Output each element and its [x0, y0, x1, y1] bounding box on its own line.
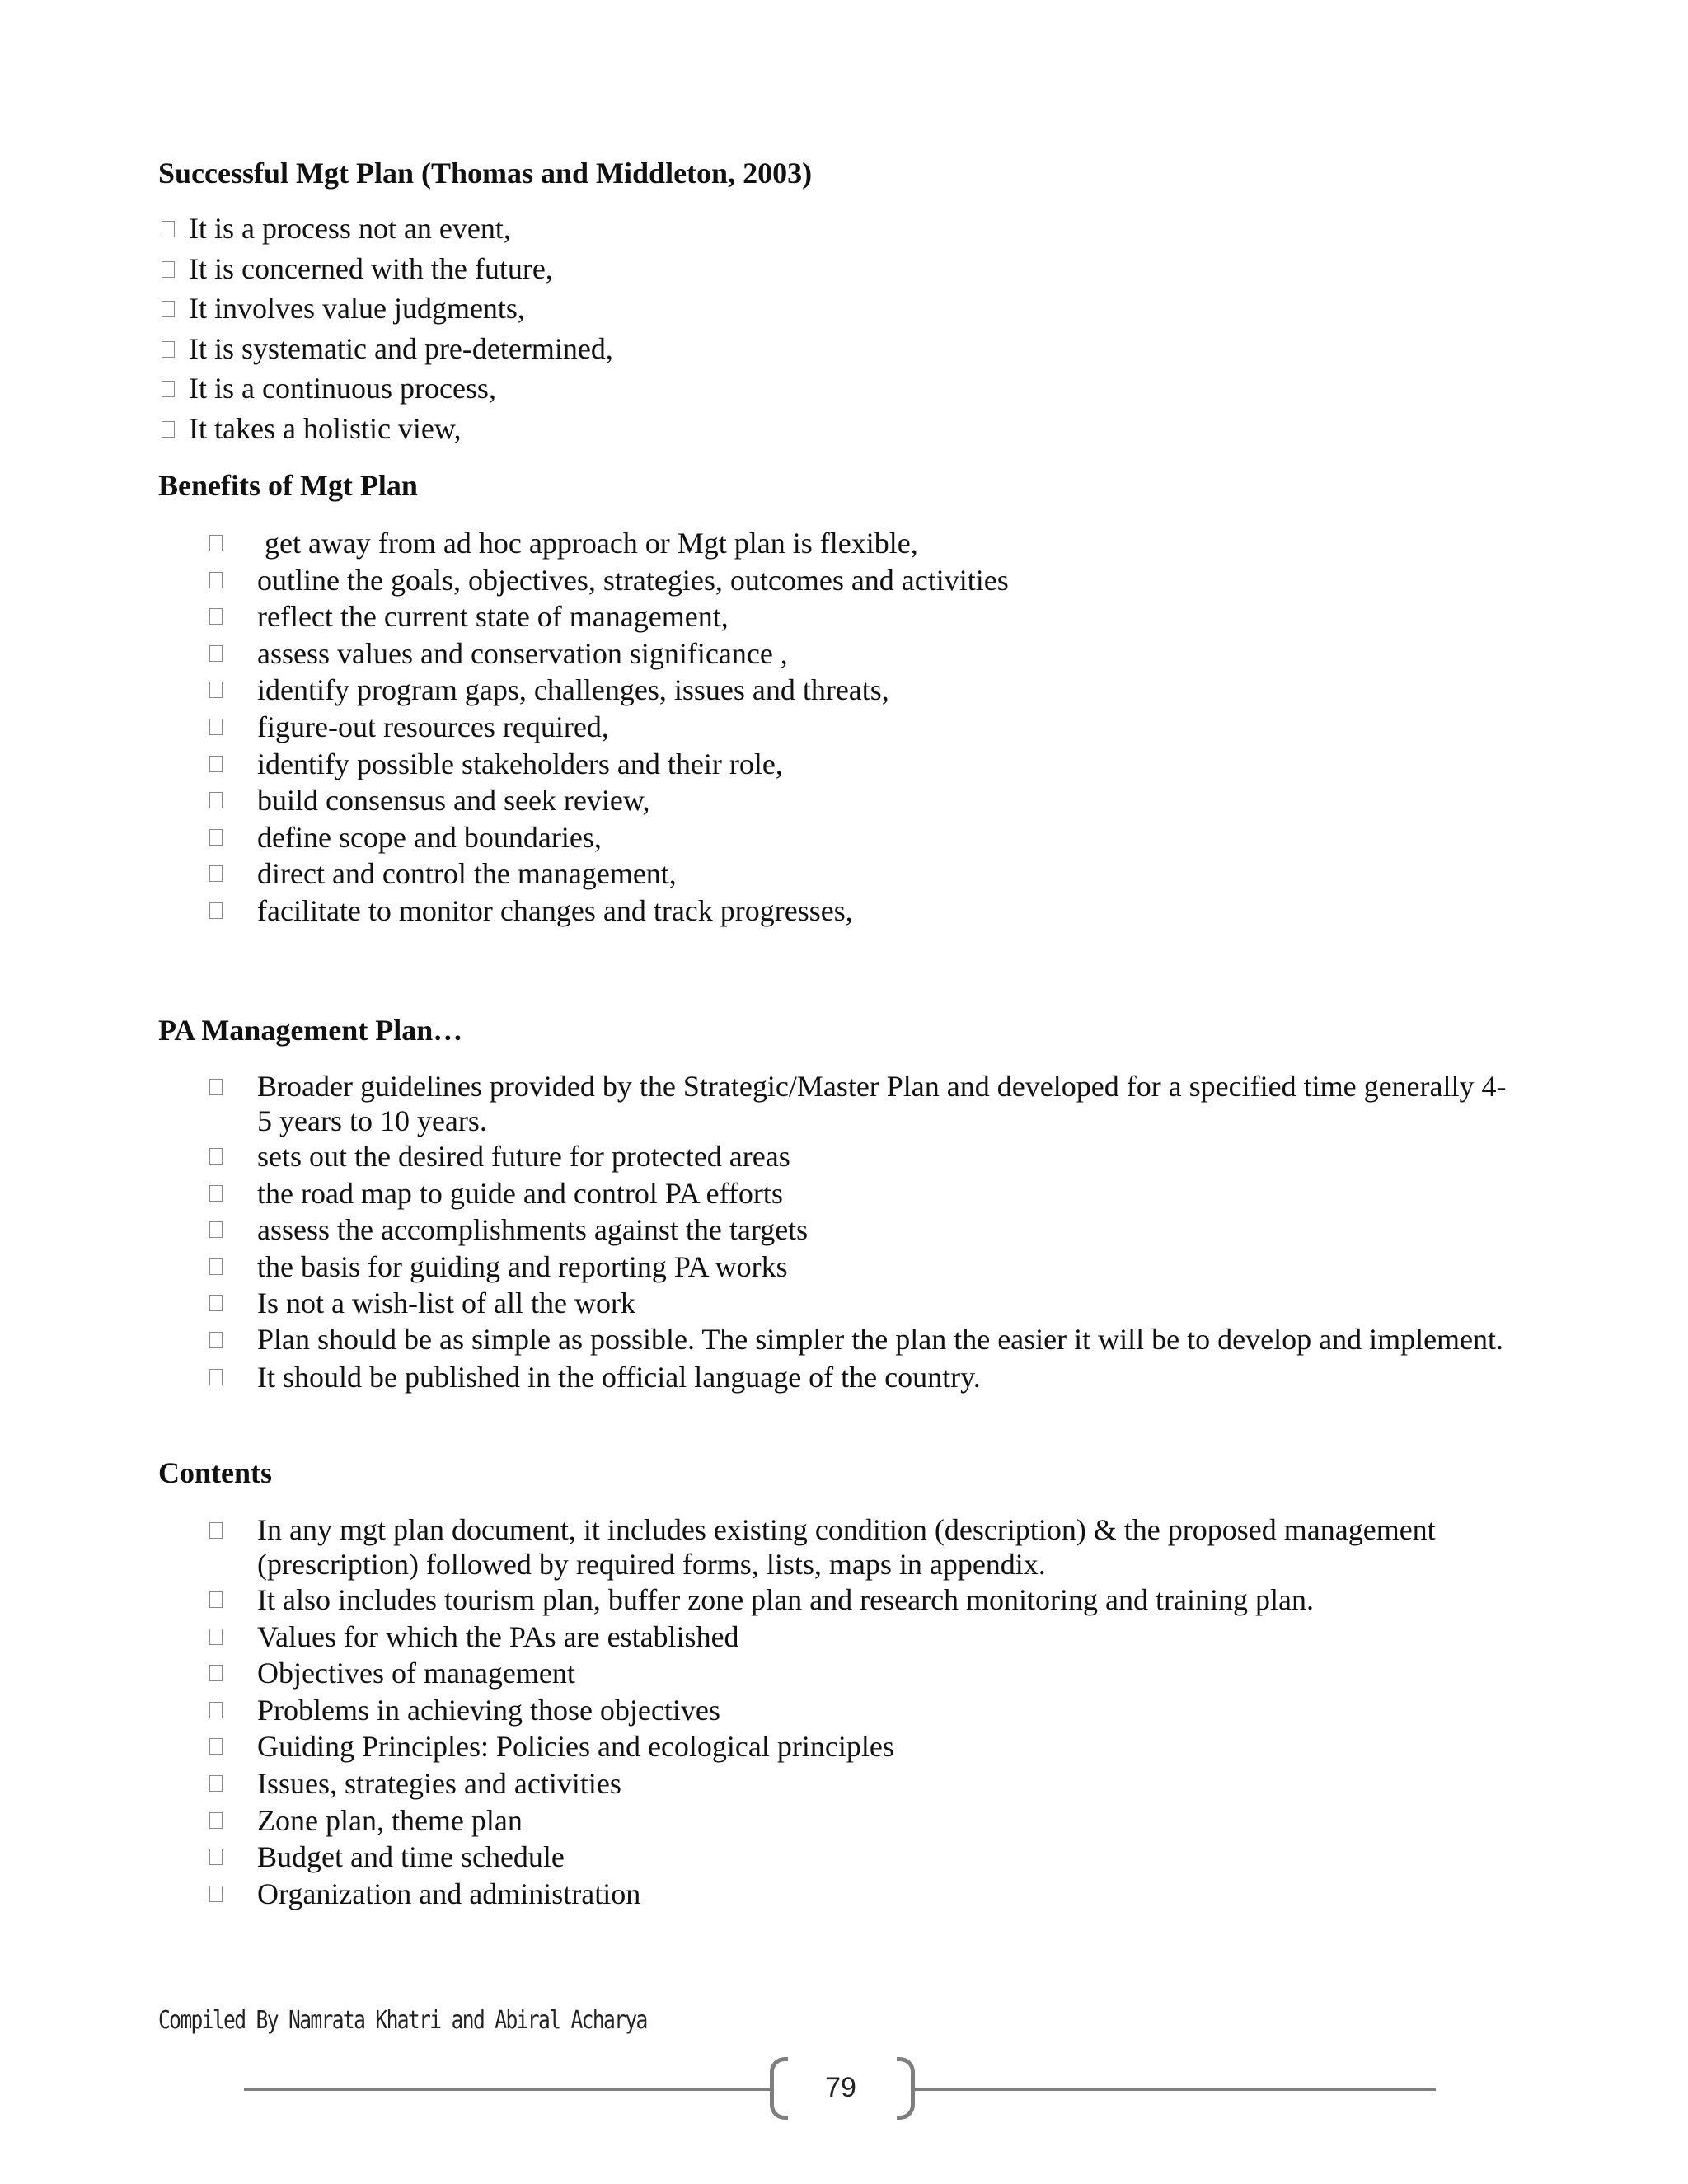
checkbox-bullet-icon — [209, 792, 223, 808]
list-item: identify program gaps, challenges, issues and threats, — [0, 672, 1009, 709]
section-heading-pa-management-plan: PA Management Plan… — [158, 1014, 463, 1047]
list-item: Is not a wish-list of all the work — [0, 1285, 1510, 1322]
list-item: Broader guidelines provided by the Strategic/Master Plan and developed for a specified time generally 4-5 years to 10 years. — [0, 1069, 1510, 1138]
footer-rule-right — [915, 2088, 1436, 2091]
checkbox-bullet-icon — [209, 1079, 223, 1095]
checkbox-bullet-icon — [209, 1886, 223, 1902]
checkbox-bullet-icon — [209, 719, 223, 735]
list-item: Problems in achieving those objectives — [0, 1692, 1510, 1729]
list-item: define scope and boundaries, — [0, 819, 1009, 856]
checkbox-bullet-icon — [209, 608, 223, 625]
list-item: assess values and conservation significance , — [0, 635, 1009, 673]
list-item: reflect the current state of management, — [0, 598, 1009, 635]
checkbox-bullet-icon — [209, 1629, 223, 1645]
checkbox-bullet-icon — [209, 1258, 223, 1275]
list-item: the basis for guiding and reporting PA works — [0, 1249, 1510, 1286]
checkbox-bullet-icon — [162, 381, 175, 397]
page-number: 79 — [825, 2072, 856, 2103]
checkbox-bullet-icon — [209, 756, 223, 772]
checkbox-bullet-icon — [209, 1738, 223, 1755]
list-item: It should be published in the official language of the country. — [0, 1359, 1510, 1396]
list-item: Guiding Principles: Policies and ecological principles — [0, 1728, 1510, 1765]
left-brace-icon — [770, 2057, 788, 2120]
list-item: It is a continuous process, — [0, 370, 613, 410]
section-heading-successful-mgt-plan: Successful Mgt Plan (Thomas and Middleton, 2003) — [158, 157, 813, 190]
list-item: Organization and administration — [0, 1876, 1510, 1913]
checkbox-bullet-icon — [209, 682, 223, 698]
contents-list — [0, 1512, 1510, 1912]
list-item: It involves value judgments, — [0, 290, 613, 330]
right-brace-icon — [897, 2057, 915, 2120]
list-item: build consensus and seek review, — [0, 782, 1009, 819]
checkbox-bullet-icon — [162, 421, 175, 438]
footer-credit: Compiled By Namrata Khatri and Abiral Acharya — [158, 2006, 647, 2035]
list-item: It is a process not an event, — [0, 210, 613, 251]
checkbox-bullet-icon — [209, 535, 223, 551]
list-item: Objectives of management — [0, 1655, 1510, 1692]
checkbox-bullet-icon — [209, 1849, 223, 1865]
checkbox-bullet-icon — [209, 645, 223, 662]
checkbox-bullet-icon — [209, 1812, 223, 1829]
list-item: direct and control the management, — [0, 855, 1009, 893]
checkbox-bullet-icon — [162, 221, 175, 237]
list-item: It is concerned with the future, — [0, 251, 613, 291]
successful-mgt-plan-list — [0, 210, 613, 450]
checkbox-bullet-icon — [209, 1332, 223, 1348]
list-item: the road map to guide and control PA efforts — [0, 1175, 1510, 1212]
checkbox-bullet-icon — [209, 1148, 223, 1165]
checkbox-bullet-icon — [209, 1185, 223, 1202]
section-heading-benefits: Benefits of Mgt Plan — [158, 469, 418, 502]
list-item: Values for which the PAs are established — [0, 1619, 1510, 1656]
list-item: Budget and time schedule — [0, 1839, 1510, 1876]
list-item: Plan should be as simple as possible. The simpler the plan the easier it will be to develop and implement. — [0, 1322, 1510, 1359]
list-item: In any mgt plan document, it includes existing condition (description) & the proposed management (prescription) followed by required forms, lists, maps in appendix. — [0, 1512, 1510, 1582]
list-item: It takes a holistic view, — [0, 410, 613, 451]
list-item: It is systematic and pre-determined, — [0, 330, 613, 371]
list-item: Issues, strategies and activities — [0, 1765, 1510, 1802]
list-item: figure-out resources required, — [0, 709, 1009, 746]
list-item: It also includes tourism plan, buffer zone plan and research monitoring and training plan. — [0, 1582, 1510, 1619]
list-item: facilitate to monitor changes and track progresses, — [0, 893, 1009, 930]
pa-management-plan-list — [0, 1069, 1510, 1395]
checkbox-bullet-icon — [209, 1522, 223, 1539]
checkbox-bullet-icon — [209, 1665, 223, 1681]
list-item: outline the goals, objectives, strategies, outcomes and activities — [0, 562, 1009, 599]
list-item: Zone plan, theme plan — [0, 1802, 1510, 1840]
section-heading-contents: Contents — [158, 1456, 273, 1489]
footer-rule-left — [244, 2088, 770, 2091]
checkbox-bullet-icon — [209, 1221, 223, 1238]
checkbox-bullet-icon — [209, 902, 223, 919]
checkbox-bullet-icon — [209, 1775, 223, 1792]
benefits-list — [0, 525, 1009, 930]
checkbox-bullet-icon — [209, 1702, 223, 1718]
checkbox-bullet-icon — [162, 261, 175, 278]
checkbox-bullet-icon — [162, 301, 175, 317]
checkbox-bullet-icon — [209, 829, 223, 846]
list-item: sets out the desired future for protected areas — [0, 1138, 1510, 1175]
checkbox-bullet-icon — [209, 1369, 223, 1385]
list-item: identify possible stakeholders and their role, — [0, 746, 1009, 783]
checkbox-bullet-icon — [209, 572, 223, 588]
checkbox-bullet-icon — [209, 1295, 223, 1311]
checkbox-bullet-icon — [209, 865, 223, 882]
list-item: get away from ad hoc approach or Mgt plan is flexible, — [0, 525, 1009, 562]
checkbox-bullet-icon — [209, 1591, 223, 1608]
checkbox-bullet-icon — [162, 341, 175, 358]
list-item: assess the accomplishments against the targets — [0, 1212, 1510, 1249]
